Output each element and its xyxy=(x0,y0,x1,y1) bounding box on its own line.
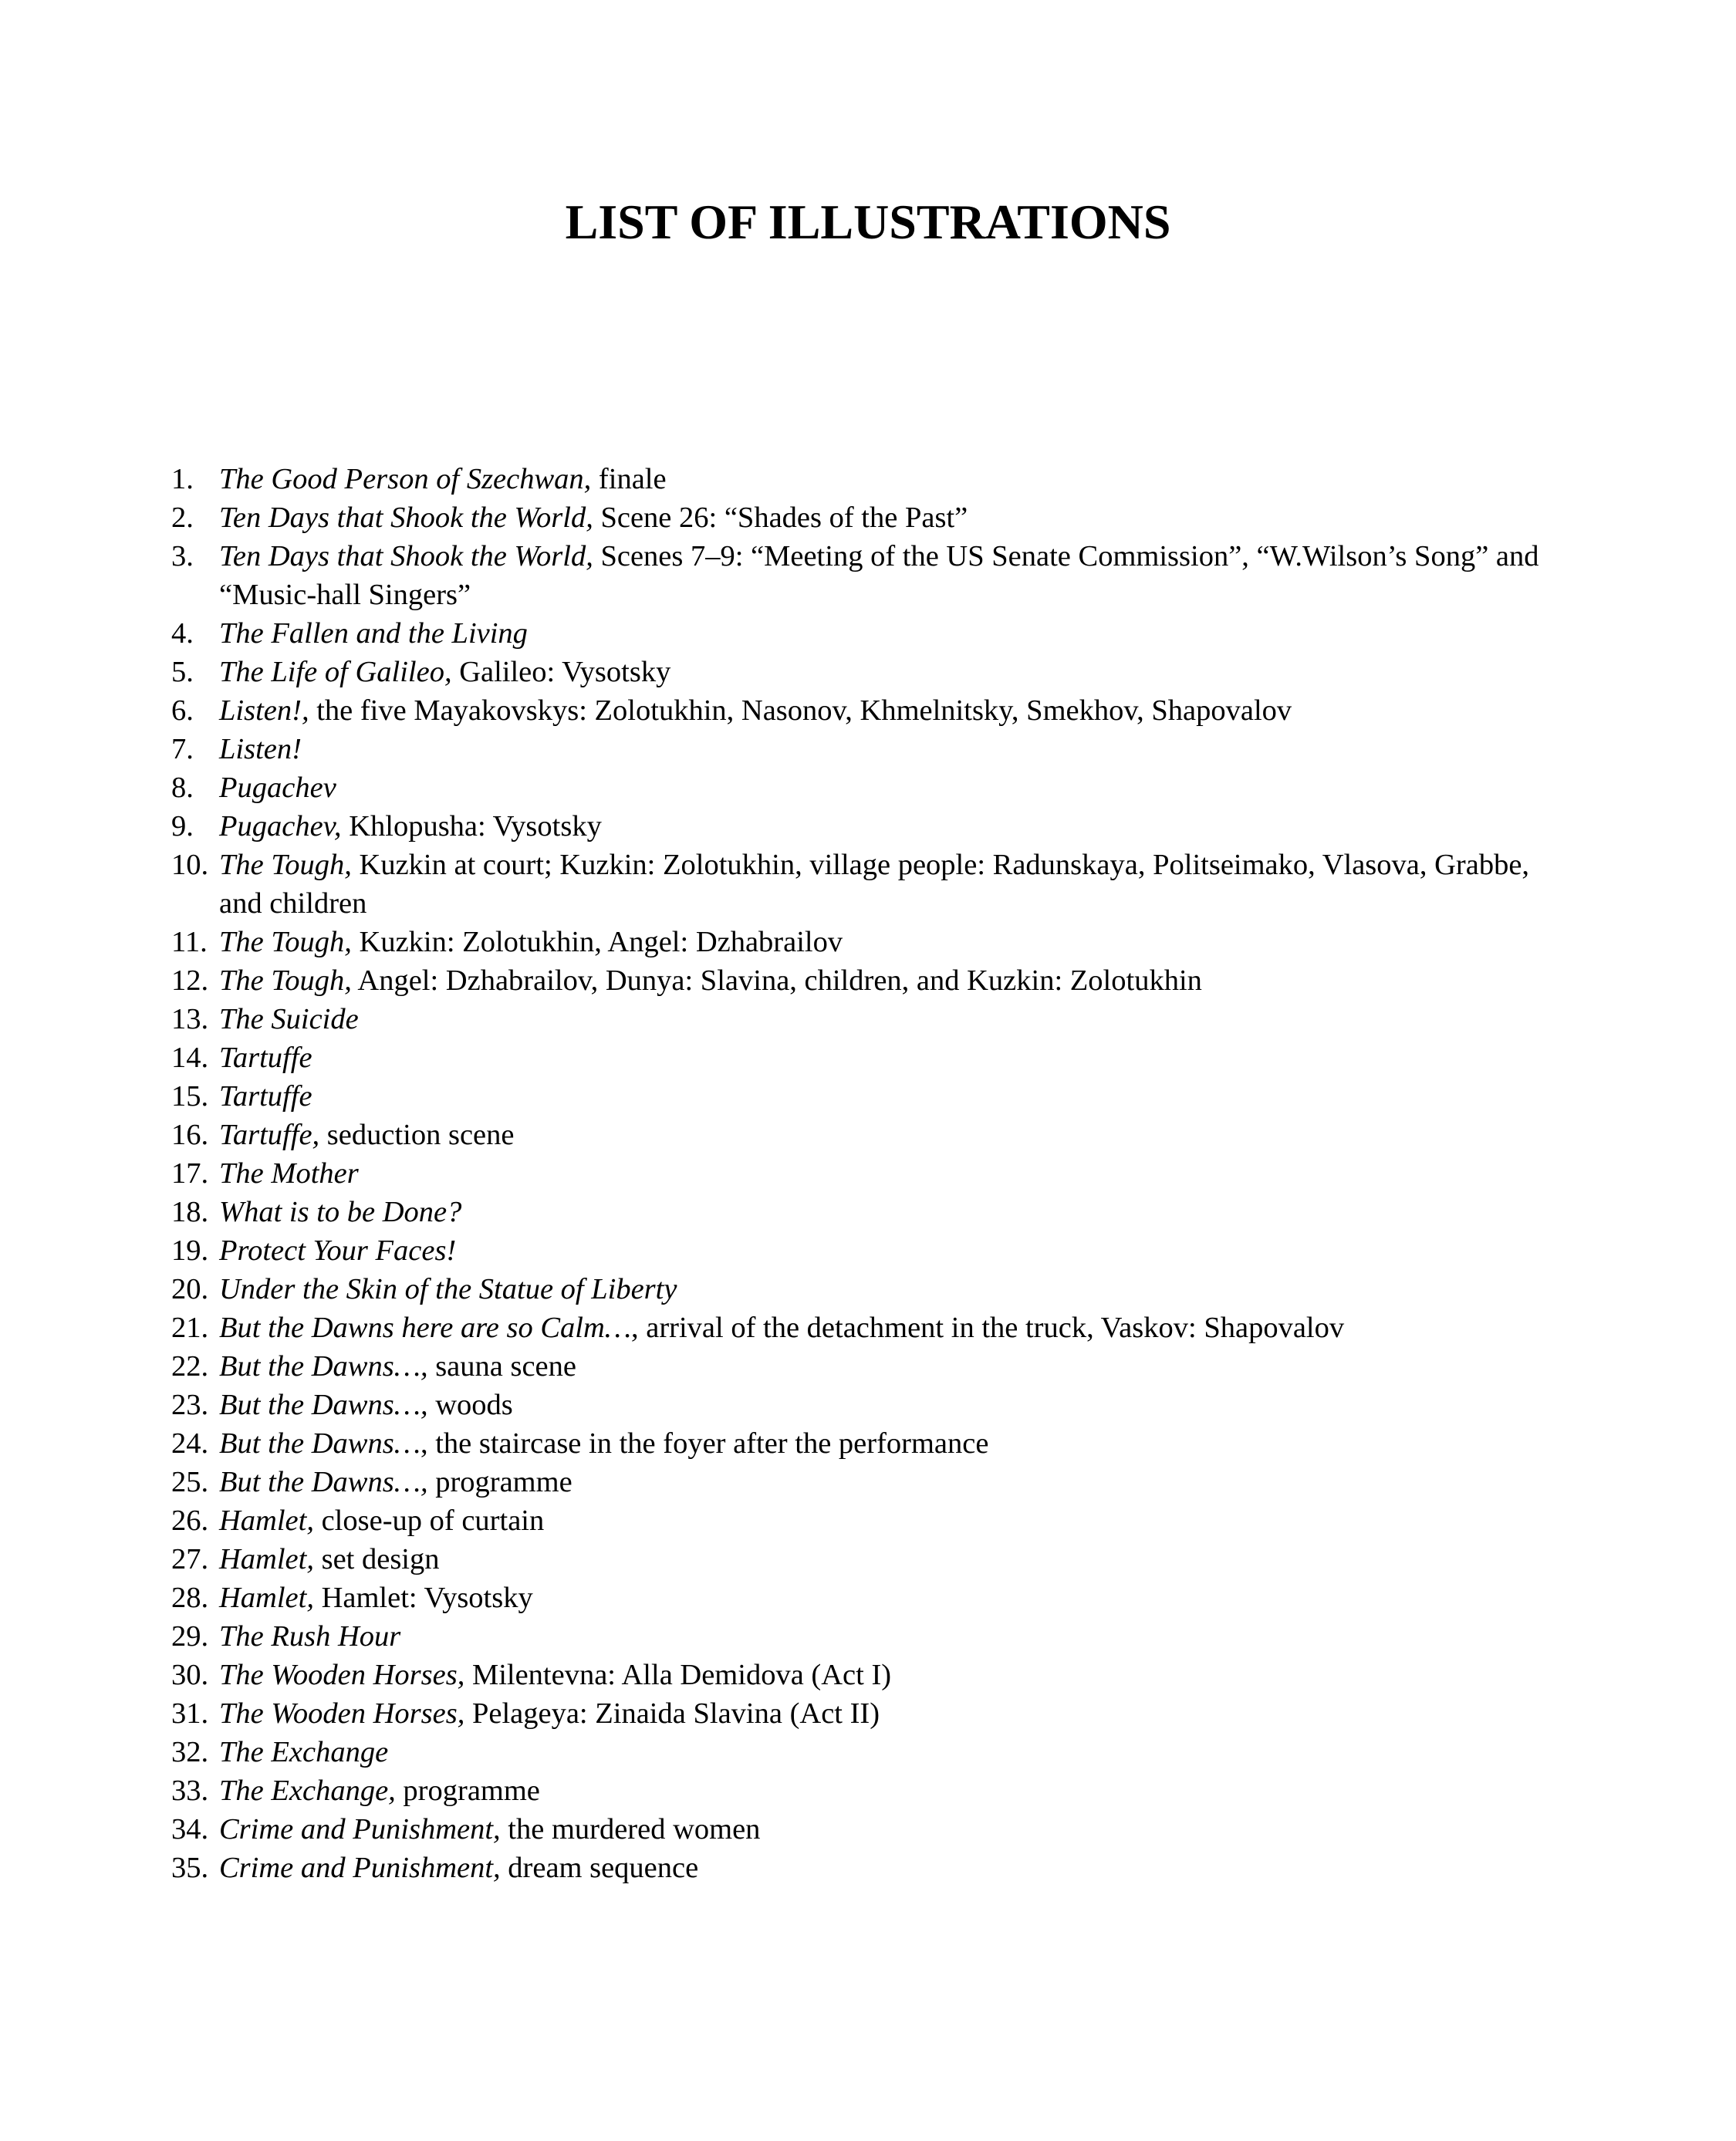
list-item xyxy=(171,961,1552,1000)
item-number: 8. xyxy=(171,772,194,804)
item-description: Galileo: Vysotsky xyxy=(451,656,671,688)
list-item xyxy=(171,1617,1552,1656)
item-number: 19. xyxy=(171,1234,209,1267)
item-title: Hamlet, xyxy=(219,1504,314,1537)
item-text xyxy=(219,614,1552,653)
item-description: Hamlet: Vysotsky xyxy=(313,1582,533,1614)
item-description: Pelageya: Zinaida Slavina (Act II) xyxy=(464,1697,880,1730)
item-number: 3. xyxy=(171,540,194,572)
item-text xyxy=(219,1501,1552,1540)
item-description: Khlopusha: Vysotsky xyxy=(341,810,602,843)
list-item xyxy=(171,1694,1552,1733)
item-number: 16. xyxy=(171,1119,209,1151)
item-number: 34. xyxy=(171,1813,209,1846)
item-description: finale xyxy=(591,463,667,495)
item-number: 22. xyxy=(171,1350,209,1383)
list-item xyxy=(171,1038,1552,1077)
item-text xyxy=(219,1540,1552,1579)
list-item xyxy=(171,730,1552,768)
item-title: Tartuffe xyxy=(219,1042,312,1074)
item-description: Scenes 7–9: “Meeting of the US Senate Commission”, “W.Wilson’s Song” and “Music-hall Singers” xyxy=(219,540,1539,611)
item-number: 32. xyxy=(171,1736,209,1768)
item-description: dream sequence xyxy=(500,1852,699,1884)
item-title: Protect Your Faces! xyxy=(219,1234,457,1267)
item-number: 23. xyxy=(171,1389,209,1421)
item-description: close-up of curtain xyxy=(313,1504,545,1537)
item-text xyxy=(219,1077,1552,1116)
list-item xyxy=(171,1077,1552,1116)
item-text xyxy=(219,1733,1552,1771)
item-title: The Tough, xyxy=(219,926,352,958)
item-number: 30. xyxy=(171,1659,209,1691)
list-item xyxy=(171,460,1552,498)
item-text xyxy=(219,460,1552,498)
list-item xyxy=(171,768,1552,807)
item-text xyxy=(219,1231,1552,1270)
list-item xyxy=(171,1000,1552,1038)
item-title: The Fallen and the Living xyxy=(219,617,528,650)
item-title: Pugachev, xyxy=(219,810,342,843)
item-text xyxy=(219,498,1552,537)
item-description: Milentevna: Alla Demidova (Act I) xyxy=(464,1659,892,1691)
item-description: Kuzkin at court; Kuzkin: Zolotukhin, village people: Radunskaya, Politseimako, Vlasova, Grabbe, and children xyxy=(219,849,1530,920)
item-description: programme xyxy=(427,1466,572,1498)
list-item xyxy=(171,1501,1552,1540)
list-item xyxy=(171,1733,1552,1771)
item-text xyxy=(219,691,1552,730)
item-number: 10. xyxy=(171,849,209,881)
item-number: 1. xyxy=(171,463,194,495)
item-number: 7. xyxy=(171,733,194,765)
item-number: 6. xyxy=(171,694,194,727)
item-text xyxy=(219,1038,1552,1077)
item-number: 24. xyxy=(171,1427,209,1460)
item-description: programme xyxy=(395,1775,540,1807)
item-title: Tartuffe, xyxy=(219,1119,320,1151)
item-text xyxy=(219,1424,1552,1463)
list-item xyxy=(171,923,1552,961)
item-description: the murdered women xyxy=(500,1813,761,1846)
item-description: seduction scene xyxy=(319,1119,515,1151)
item-title: What is to be Done? xyxy=(219,1196,462,1228)
item-description: , the staircase in the foyer after the performance xyxy=(420,1427,989,1460)
item-text xyxy=(219,1694,1552,1733)
item-number: 5. xyxy=(171,656,194,688)
list-item xyxy=(171,1849,1552,1887)
item-text xyxy=(219,1617,1552,1656)
item-number: 25. xyxy=(171,1466,209,1498)
item-description: set design xyxy=(313,1543,440,1575)
item-text xyxy=(219,1347,1552,1386)
item-text xyxy=(219,537,1552,614)
item-text xyxy=(219,1579,1552,1617)
item-description: sauna scene xyxy=(427,1350,576,1383)
list-item xyxy=(171,1771,1552,1810)
item-number: 9. xyxy=(171,810,194,843)
list-item xyxy=(171,1270,1552,1309)
item-number: 11. xyxy=(171,926,208,958)
item-number: 18. xyxy=(171,1196,209,1228)
list-item xyxy=(171,1579,1552,1617)
item-text xyxy=(219,923,1552,961)
item-number: 26. xyxy=(171,1504,209,1537)
item-number: 35. xyxy=(171,1852,209,1884)
item-title: The Exchange xyxy=(219,1736,389,1768)
item-title: The Suicide xyxy=(219,1003,359,1035)
item-text xyxy=(219,1386,1552,1424)
item-title: Ten Days that Shook the World, xyxy=(219,540,593,572)
list-item xyxy=(171,1810,1552,1849)
list-item xyxy=(171,807,1552,846)
item-title: The Wooden Horses, xyxy=(219,1659,465,1691)
item-title: Hamlet, xyxy=(219,1582,314,1614)
item-text xyxy=(219,768,1552,807)
item-title: Listen!, xyxy=(219,694,309,727)
list-item xyxy=(171,1347,1552,1386)
item-title: But the Dawns…, xyxy=(219,1389,428,1421)
page-title: LIST OF ILLUSTRATIONS xyxy=(565,194,1171,249)
item-title: The Good Person of Szechwan, xyxy=(219,463,592,495)
item-title: The Tough, xyxy=(219,849,352,881)
item-number: 14. xyxy=(171,1042,209,1074)
item-title: Under the Skin of the Statue of Liberty xyxy=(219,1273,677,1305)
item-number: 17. xyxy=(171,1157,209,1190)
list-item xyxy=(171,537,1552,614)
item-title: Pugachev xyxy=(219,772,336,804)
item-text xyxy=(219,730,1552,768)
item-description: Kuzkin: Zolotukhin, Angel: Dzhabrailov xyxy=(351,926,843,958)
item-title: The Tough, xyxy=(219,964,352,997)
illustrations-list xyxy=(171,460,1552,1887)
item-title: Ten Days that Shook the World, xyxy=(219,501,593,534)
list-item xyxy=(171,1540,1552,1579)
item-number: 15. xyxy=(171,1080,209,1113)
item-title: The Rush Hour xyxy=(219,1620,401,1653)
item-title: But the Dawns…, xyxy=(219,1350,428,1383)
item-number: 31. xyxy=(171,1697,209,1730)
item-text xyxy=(219,1656,1552,1694)
item-number: 12. xyxy=(171,964,209,997)
list-item xyxy=(171,1656,1552,1694)
list-item xyxy=(171,1463,1552,1501)
item-text xyxy=(219,807,1552,846)
item-text xyxy=(219,1154,1552,1193)
item-text xyxy=(219,846,1552,923)
list-item xyxy=(171,614,1552,653)
item-title: The Mother xyxy=(219,1157,359,1190)
item-description: Scene 26: “Shades of the Past” xyxy=(593,501,968,534)
item-text xyxy=(219,961,1552,1000)
item-number: 4. xyxy=(171,617,194,650)
item-description: the five Mayakovskys: Zolotukhin, Nasonov, Khmelnitsky, Smekhov, Shapovalov xyxy=(309,694,1292,727)
list-item xyxy=(171,1154,1552,1193)
item-number: 21. xyxy=(171,1312,209,1344)
list-item xyxy=(171,1193,1552,1231)
item-number: 20. xyxy=(171,1273,209,1305)
item-title: Tartuffe xyxy=(219,1080,312,1113)
item-title: Listen! xyxy=(219,733,302,765)
item-title: The Exchange, xyxy=(219,1775,396,1807)
item-title: The Wooden Horses, xyxy=(219,1697,465,1730)
item-title: But the Dawns…, xyxy=(219,1466,428,1498)
list-item xyxy=(171,1309,1552,1347)
item-text xyxy=(219,1270,1552,1309)
list-item xyxy=(171,498,1552,537)
item-title: But the Dawns here are so Calm… xyxy=(219,1312,631,1344)
item-text xyxy=(219,1309,1552,1347)
list-item xyxy=(171,1231,1552,1270)
item-number: 28. xyxy=(171,1582,209,1614)
item-text xyxy=(219,1849,1552,1887)
list-item xyxy=(171,846,1552,923)
item-title: Crime and Punishment, xyxy=(219,1813,501,1846)
item-text xyxy=(219,1116,1552,1154)
item-text xyxy=(219,1463,1552,1501)
item-description: Angel: Dzhabrailov, Dunya: Slavina, children, and Kuzkin: Zolotukhin xyxy=(351,964,1202,997)
item-description: , arrival of the detachment in the truck, Vaskov: Shapovalov xyxy=(630,1312,1345,1344)
item-description: woods xyxy=(427,1389,513,1421)
item-number: 27. xyxy=(171,1543,209,1575)
list-item xyxy=(171,653,1552,691)
item-text xyxy=(219,1193,1552,1231)
list-item xyxy=(171,1116,1552,1154)
item-number: 13. xyxy=(171,1003,209,1035)
item-title: The Life of Galileo, xyxy=(219,656,452,688)
item-text xyxy=(219,653,1552,691)
item-number: 2. xyxy=(171,501,194,534)
item-number: 33. xyxy=(171,1775,209,1807)
list-item xyxy=(171,691,1552,730)
item-number: 29. xyxy=(171,1620,209,1653)
item-title: But the Dawns… xyxy=(219,1427,420,1460)
item-text xyxy=(219,1810,1552,1849)
item-text xyxy=(219,1771,1552,1810)
item-title: Crime and Punishment, xyxy=(219,1852,501,1884)
list-item xyxy=(171,1424,1552,1463)
list-item xyxy=(171,1386,1552,1424)
item-text xyxy=(219,1000,1552,1038)
item-title: Hamlet, xyxy=(219,1543,314,1575)
